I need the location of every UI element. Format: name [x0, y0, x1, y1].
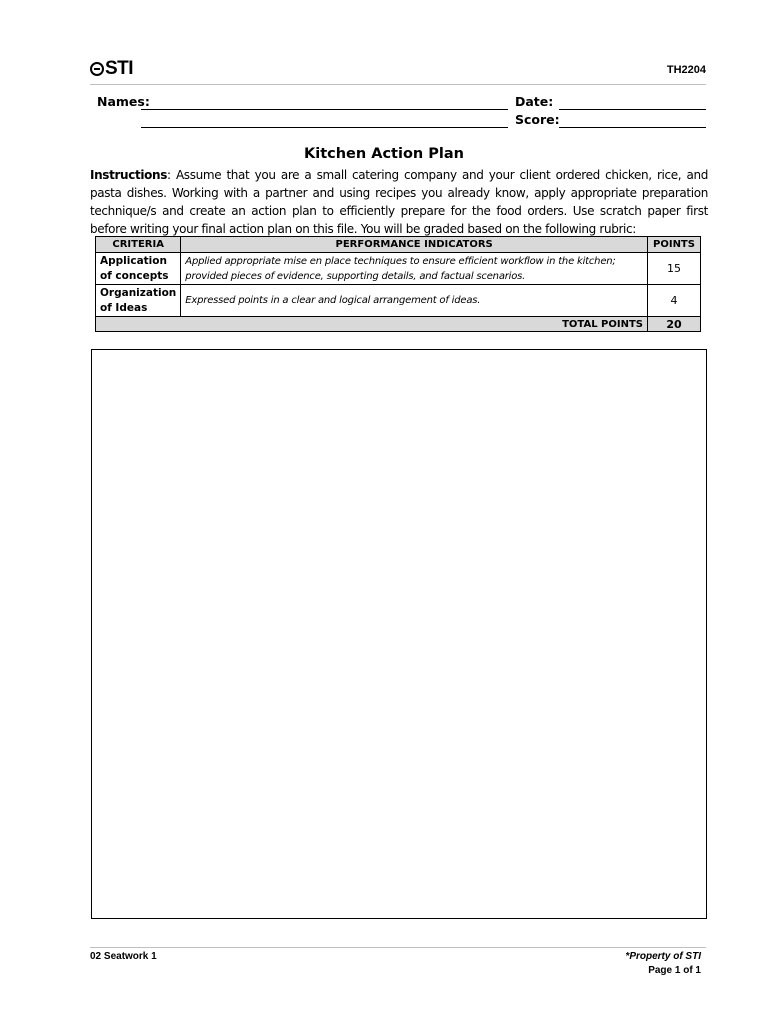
names-label: Names:	[97, 94, 150, 109]
footer-page-number: Page 1 of 1	[648, 965, 701, 976]
names-line-1[interactable]	[141, 109, 508, 110]
footer-property-label: *Property of STI	[625, 951, 701, 962]
total-points-value: 20	[648, 317, 701, 332]
date-line[interactable]	[559, 109, 706, 110]
header-points: POINTS	[648, 237, 701, 253]
header-performance-indicators: PERFORMANCE INDICATORS	[181, 237, 648, 253]
document-code: TH2204	[666, 64, 706, 76]
page-header	[90, 56, 706, 85]
points-cell: 4	[648, 285, 701, 317]
indicator-cell: Expressed points in a clear and logical arrangement of ideas.	[181, 285, 648, 317]
names-line-2[interactable]	[141, 127, 508, 128]
logo-text: STI	[105, 58, 134, 79]
score-label: Score:	[515, 112, 560, 127]
score-line[interactable]	[559, 127, 706, 128]
points-cell: 15	[648, 253, 701, 285]
header-criteria: CRITERIA	[96, 237, 181, 253]
instructions-label: Instructions	[90, 168, 168, 182]
footer-seatwork-label: 02 Seatwork 1	[90, 951, 157, 962]
table-row	[96, 285, 701, 317]
total-points-label: TOTAL POINTS	[96, 317, 648, 332]
globe-icon	[90, 62, 104, 76]
rubric-header-row	[96, 237, 701, 253]
criteria-cell: Application of concepts	[96, 253, 181, 285]
rubric-table	[95, 236, 701, 332]
sti-logo	[90, 58, 133, 80]
indicator-cell: Applied appropriate mise en place techniques to ensure efficient workflow in the kitchen; provided pieces of evidence, supporting details, and factual scenarios.	[181, 253, 648, 285]
action-plan-answer-box[interactable]	[91, 349, 707, 919]
total-row	[96, 317, 701, 332]
date-label: Date:	[515, 94, 554, 109]
instructions-text: : Assume that you are a small catering company and your client ordered chicken, rice, and pasta dishes. Working with a partner and using recipes you already know, apply appropriate preparation technique/s and create an action plan to efficiently prepare for the food orders. Use scratch paper first before writing your final action plan on this file. You will be graded based on the following rubric:	[90, 168, 708, 236]
table-row	[96, 253, 701, 285]
instructions-paragraph	[90, 166, 708, 238]
document-title: Kitchen Action Plan	[303, 146, 465, 162]
footer-divider	[90, 947, 706, 948]
criteria-cell: Organization of Ideas	[96, 285, 181, 317]
